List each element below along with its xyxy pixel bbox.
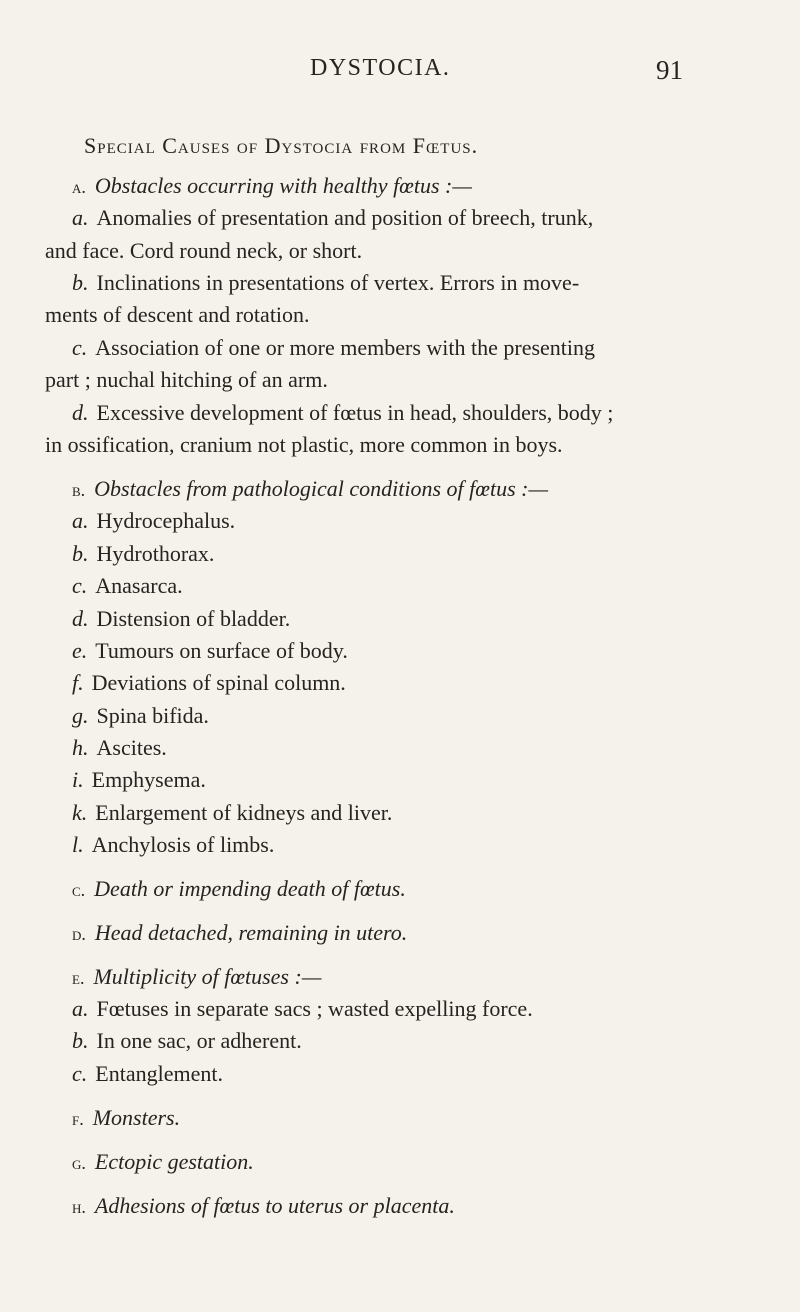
item-marker: d. <box>72 400 89 425</box>
item-text: Emphysema. <box>91 767 206 792</box>
group-heading-a <box>72 173 472 199</box>
group-heading-e <box>72 964 321 990</box>
item-continuation: part ; nuchal hitching of an arm. <box>45 367 328 392</box>
item-text: Association of one or more members with the presenting <box>95 335 596 360</box>
item-text: Hydrothorax. <box>96 541 215 566</box>
item-marker: c. <box>72 1061 88 1086</box>
item-marker: f. <box>72 670 84 695</box>
group-letter: e. <box>72 968 85 988</box>
item-marker: k. <box>72 800 88 825</box>
group-heading-text: Adhesions of fœtus to uterus or placenta. <box>94 1193 455 1218</box>
list-item <box>72 703 209 729</box>
list-item <box>72 541 214 567</box>
item-text: Distension of bladder. <box>96 606 291 631</box>
item-text: Anasarca. <box>95 573 183 598</box>
list-item <box>72 832 274 858</box>
list-item <box>72 1028 302 1054</box>
item-text: Spina bifida. <box>96 703 209 728</box>
group-letter: a. <box>72 177 86 197</box>
group-letter: d. <box>72 924 86 944</box>
item-marker: d. <box>72 606 89 631</box>
item-text: Anomalies of presentation and position of breech, trunk, <box>96 205 594 230</box>
item-marker: b. <box>72 541 89 566</box>
item-text: Deviations of spinal column. <box>91 670 346 695</box>
page-number: 91 <box>656 55 683 85</box>
list-item <box>72 638 348 664</box>
item-text: Ascites. <box>96 735 167 760</box>
list-item <box>72 270 579 296</box>
item-marker: a. <box>72 508 89 533</box>
item-text: Hydrocephalus. <box>96 508 236 533</box>
group-letter: h. <box>72 1197 86 1217</box>
group-letter: f. <box>72 1109 84 1129</box>
item-marker: b. <box>72 1028 89 1053</box>
item-marker: c. <box>72 335 88 360</box>
list-item <box>72 996 533 1022</box>
item-text: Entanglement. <box>95 1061 223 1086</box>
item-marker: i. <box>72 767 84 792</box>
list-item <box>72 800 392 826</box>
running-head <box>0 55 800 87</box>
group-heading-c <box>72 876 406 902</box>
running-title: DYSTOCIA. <box>310 55 451 81</box>
group-heading-h <box>72 1193 455 1219</box>
list-item <box>72 670 346 696</box>
group-heading-text: Head detached, remaining in utero. <box>94 920 408 945</box>
item-continuation: in ossification, cranium not plastic, more common in boys. <box>45 432 563 457</box>
group-heading-g <box>72 1149 254 1175</box>
group-heading-text: Obstacles from pathological conditions of fœtus :— <box>94 476 549 501</box>
item-marker: a. <box>72 996 89 1021</box>
item-continuation: and face. Cord round neck, or short. <box>45 238 363 263</box>
list-item <box>72 735 167 761</box>
list-item <box>72 573 183 599</box>
item-text: Inclinations in presentations of vertex. Errors in move- <box>96 270 580 295</box>
list-item <box>72 767 206 793</box>
group-letter: c. <box>72 880 86 900</box>
section-title: Special Causes of Dystocia from Fœtus. <box>84 133 479 158</box>
item-marker: l. <box>72 832 84 857</box>
group-letter: g. <box>72 1153 86 1173</box>
item-continuation: ments of descent and rotation. <box>45 302 310 327</box>
item-text: Anchylosis of limbs. <box>91 832 275 857</box>
item-marker: c. <box>72 573 88 598</box>
item-marker: g. <box>72 703 89 728</box>
group-heading-text: Obstacles occurring with healthy fœtus :— <box>94 173 472 198</box>
list-item <box>72 205 593 231</box>
list-item <box>72 508 235 534</box>
item-marker: b. <box>72 270 89 295</box>
group-heading-text: Ectopic gestation. <box>94 1149 254 1174</box>
group-heading-text: Multiplicity of fœtuses :— <box>93 964 322 989</box>
group-heading-d <box>72 920 407 946</box>
item-text: In one sac, or adherent. <box>96 1028 302 1053</box>
group-heading-b <box>72 476 548 502</box>
group-heading-f <box>72 1105 180 1131</box>
list-item <box>72 1061 223 1087</box>
item-text: Enlargement of kidneys and liver. <box>95 800 393 825</box>
list-item <box>72 606 290 632</box>
item-text: Tumours on surface of body. <box>95 638 348 663</box>
item-text: Fœtuses in separate sacs ; wasted expelling force. <box>96 996 533 1021</box>
item-marker: a. <box>72 205 89 230</box>
group-heading-text: Death or impending death of fœtus. <box>94 876 406 901</box>
item-marker: h. <box>72 735 89 760</box>
list-item <box>72 400 613 426</box>
item-marker: e. <box>72 638 88 663</box>
list-item <box>72 335 595 361</box>
group-heading-text: Monsters. <box>92 1105 181 1130</box>
group-letter: b. <box>72 480 86 500</box>
item-text: Excessive development of fœtus in head, shoulders, body ; <box>96 400 614 425</box>
